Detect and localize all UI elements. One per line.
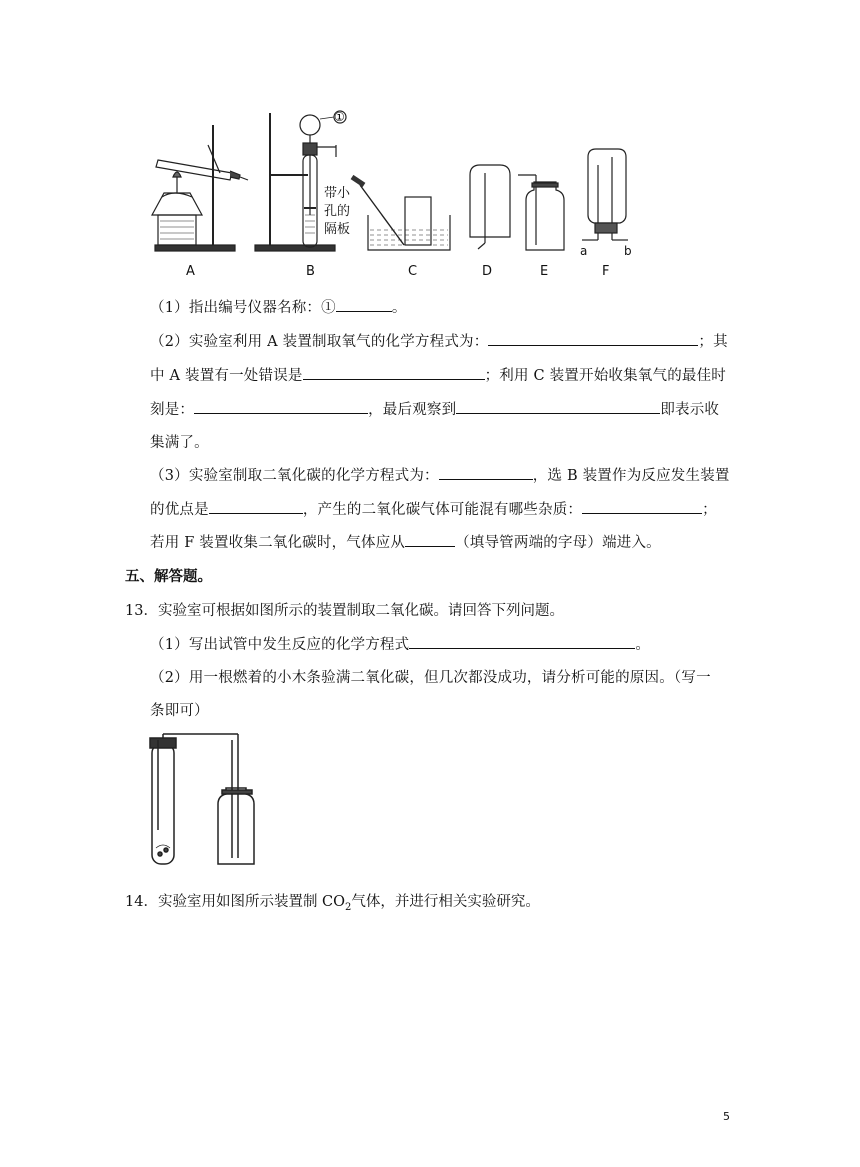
label-e: E: [540, 264, 549, 279]
port-b: b: [624, 244, 632, 258]
q12-part3-line2: [150, 498, 717, 519]
q12-part1: [150, 296, 407, 317]
answer-blank[interactable]: [582, 499, 702, 514]
q12-p2-text-f: ，最后观察到: [368, 402, 457, 418]
b-note-line3: 隔板: [324, 222, 351, 237]
q13-part2-line1: （2）用一根燃着的小木条验满二氧化碳，但几次都没成功，请分析可能的原因。（写一: [150, 670, 711, 686]
label-a: A: [186, 264, 195, 279]
apparatus-e: [518, 175, 564, 250]
apparatus-c: [352, 177, 450, 250]
q12-p3-text-f: 若用 F 装置收集二氧化碳时，气体应从: [150, 535, 406, 551]
q13-p1-text: （1）写出试管中发生反应的化学方程式: [150, 637, 410, 653]
q14-text: 14．实验室用如图所示装置制 CO: [125, 894, 346, 910]
b-note-line1: 带小: [324, 186, 351, 201]
apparatus-figure: [140, 105, 660, 285]
apparatus-a: [152, 125, 248, 251]
q12-part3-line1: [150, 464, 730, 485]
q14-text-b: 气体，并进行相关实验研究。: [351, 894, 540, 910]
q12-p2-text-e: 刻是：: [150, 402, 195, 418]
q12-p2-text-h: 集满了。: [150, 435, 209, 451]
apparatus-d: [470, 165, 510, 249]
q12-p3-text-c: 的优点是: [150, 502, 209, 518]
q12-part2-line4: [150, 431, 209, 452]
section-heading: 五、解答题。: [125, 568, 212, 585]
co2-apparatus-figure: [148, 730, 268, 875]
q14-subscript: 2: [345, 901, 352, 913]
q12-part2-line1: [150, 330, 728, 351]
answer-blank[interactable]: [409, 634, 635, 649]
q12-p3-text-g: （填导管两端的字母）端进入。: [455, 535, 661, 551]
q12-part2-line3: [150, 398, 719, 419]
answer-blank[interactable]: [405, 532, 455, 547]
q13-stem: 13．实验室可根据如图所示的装置制取二氧化碳。请回答下列问题。: [125, 603, 564, 619]
q12-p3-text-d: ，产生的二氧化碳气体可能混有哪些杂质：: [302, 502, 583, 518]
label-c: C: [408, 264, 418, 279]
q13-p1-end: 。: [635, 637, 651, 653]
q13-part2-line2: 条即可）: [150, 703, 209, 719]
callout-number: ①: [334, 110, 345, 124]
q12-p3-text: （3）实验室制取二氧化碳的化学方程式为：: [150, 468, 439, 484]
q12-p3-text-b: ，选 B 装置作为反应发生装置: [532, 468, 730, 484]
q12-p2-text: （2）实验室利用 A 装置制取氧气的化学方程式为：: [150, 334, 489, 350]
q12-p3-text-e: ；: [702, 502, 717, 518]
apparatus-f: [582, 149, 628, 240]
q14-stem: [125, 890, 540, 913]
label-b: B: [306, 264, 315, 279]
answer-blank[interactable]: [194, 399, 368, 414]
q12-p2-text-g: 即表示收: [660, 402, 720, 418]
answer-blank[interactable]: [456, 399, 660, 414]
q12-p1-text: （1）指出编号仪器名称：①: [150, 300, 336, 316]
answer-blank[interactable]: [336, 297, 392, 312]
port-a: a: [580, 244, 588, 258]
q12-p2-text-d: ；利用 C 装置开始收集氧气的最佳时: [484, 368, 727, 384]
q13-part1: [150, 633, 650, 654]
q12-part2-line2: [150, 364, 726, 385]
q12-p1-end: 。: [391, 300, 407, 316]
b-note-line2: 孔的: [324, 204, 351, 219]
q12-p2-text-b: ；其: [698, 334, 728, 350]
q12-p2-text-c: 中 A 装置有一处错误是: [150, 368, 303, 384]
answer-blank[interactable]: [303, 365, 485, 380]
q12-part3-line3: [150, 531, 661, 552]
page-number: 5: [723, 1110, 730, 1123]
answer-blank[interactable]: [488, 331, 698, 346]
label-d: D: [482, 264, 493, 279]
answer-blank[interactable]: [209, 499, 303, 514]
label-f: F: [602, 264, 610, 279]
answer-blank[interactable]: [439, 465, 533, 480]
